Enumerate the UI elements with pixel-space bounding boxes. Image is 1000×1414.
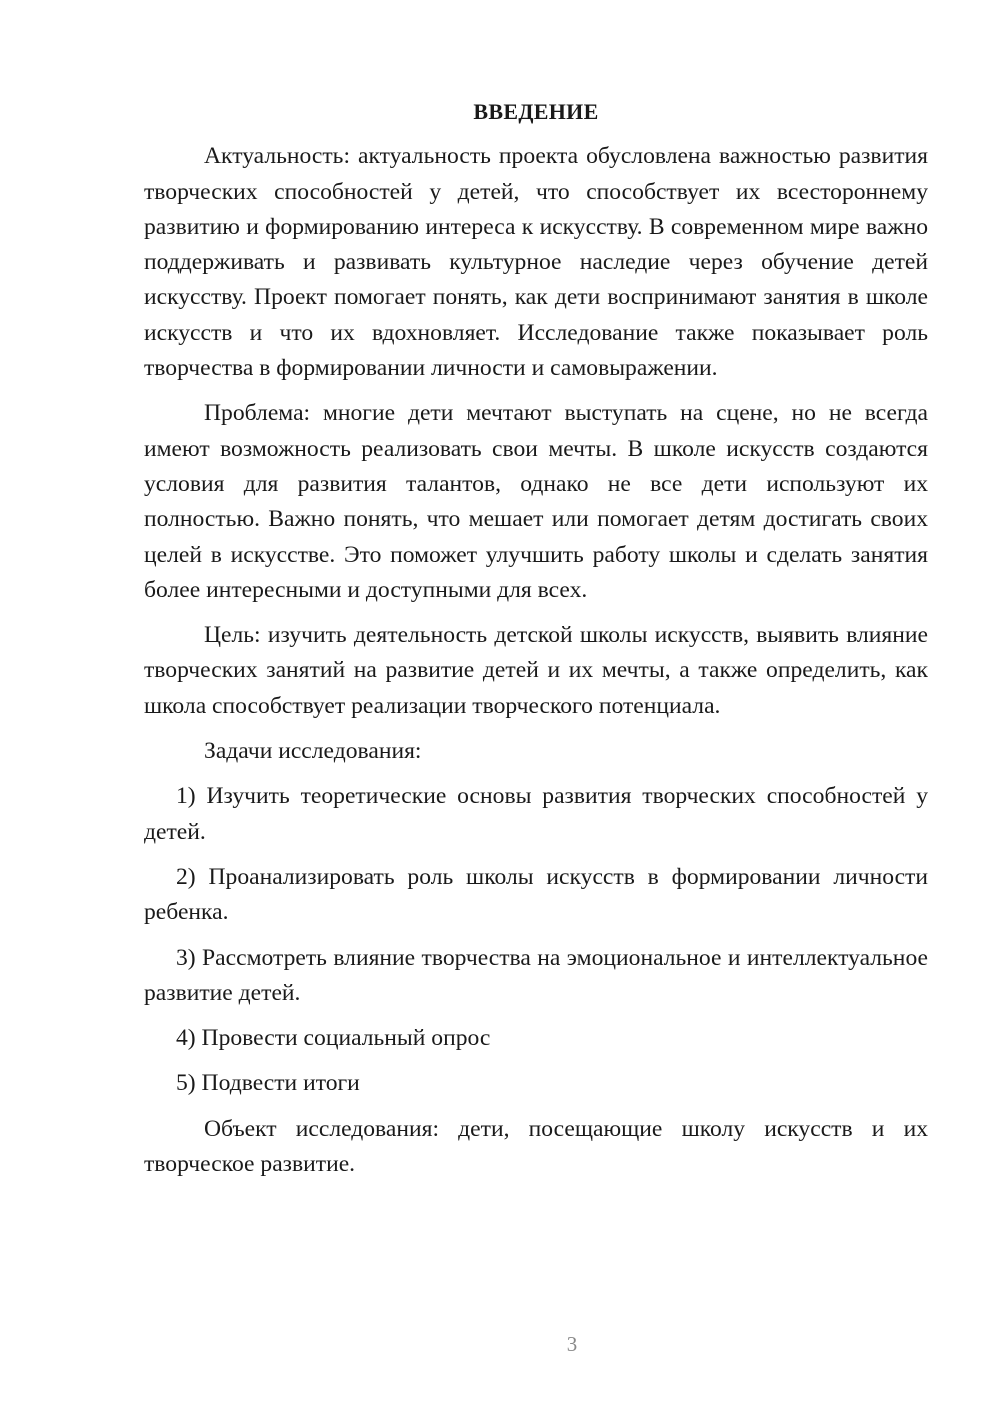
task-item: 1) Изучить теоретические основы развития творческих способностей у детей.: [144, 783, 928, 845]
page-title: ВВЕДЕНИЕ: [473, 99, 599, 124]
task-item: 4) Провести социальный опрос: [176, 1025, 491, 1052]
page-number: 3: [566, 1332, 578, 1356]
task-item: 2) Проанализировать роль школы искусств в формировании личности ребенка.: [144, 863, 928, 926]
page-content: [144, 94, 928, 1192]
task-item: 5) Подвести итоги: [176, 1070, 360, 1097]
task-item: 3) Рассмотреть влияние творчества на эмоциональное и интеллектуальное развитие детей.: [144, 944, 928, 1006]
goal-paragraph: Цель: изучить деятельность детской школы искусств, выявить влияние творческих занятий на развитие детей и их мечты, а также определить, как школа способствует реализации творческого потенциала.: [144, 622, 928, 719]
object-paragraph: Объект исследования: дети, посещающие школу искусств и их творческое развитие.: [144, 1115, 928, 1178]
tasks-list: [144, 779, 928, 1101]
relevance-paragraph: Актуальность: актуальность проекта обусловлена важностью развития творческих способностей у детей, что способствует их всестороннему развитию и формированию интереса к искусству. В современном мире важно поддерживать и развивать культурное наследие через обучение детей искусству. Проект помогает понять, как дети воспринимают занятия в школе искусств и что их вдохновляет. Исследование также показывает роль творчества в формировании личности и самовыражении.: [144, 143, 928, 382]
problem-paragraph: Проблема: многие дети мечтают выступать на сцене, но не всегда имеют возможность реализовать свои мечты. В школе искусств создаются условия для развития талантов, однако не все дети используют их полностью. Важно понять, что мешает или помогает детям достигать своих целей в искусстве. Это поможет улучшить работу школы и сделать занятия более интересными и доступными для всех.: [144, 400, 928, 603]
tasks-heading: Задачи исследования:: [204, 738, 422, 765]
